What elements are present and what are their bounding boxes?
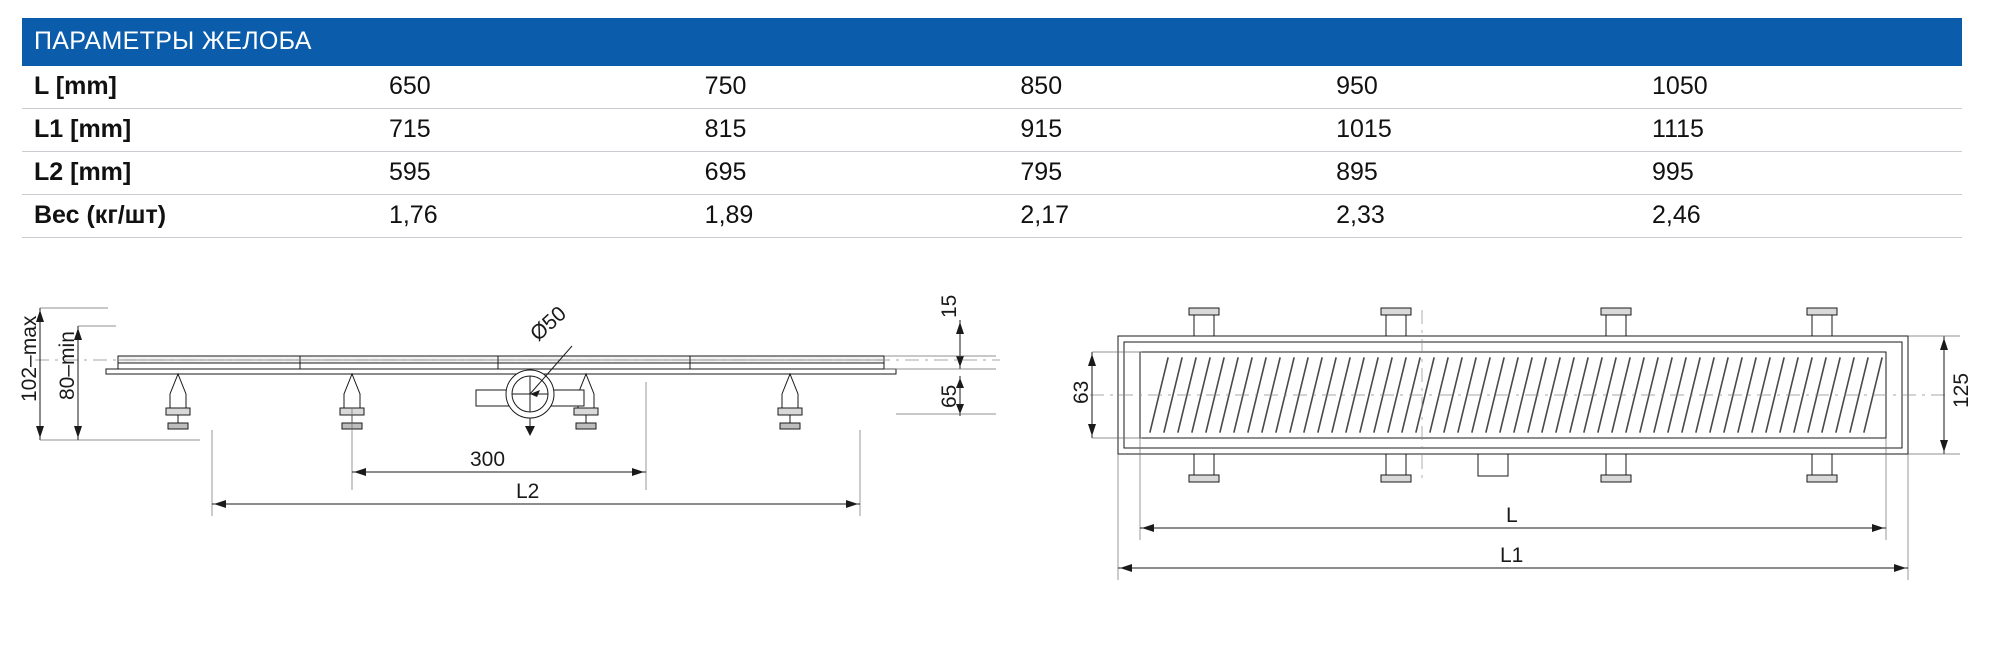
side-elevation-drawing (0, 290, 1020, 665)
svg-text:Ø50: Ø50 (525, 302, 571, 346)
cell-l-5: 1050 (1646, 66, 1962, 109)
svg-text:15: 15 (938, 294, 961, 318)
technical-drawings (0, 290, 2000, 665)
cell-l2-4: 895 (1330, 152, 1646, 195)
svg-text:102–max: 102–max (18, 315, 41, 402)
row-label-l: L [mm] (22, 66, 383, 109)
cell-weight-1: 1,76 (383, 195, 699, 238)
svg-text:L2: L2 (516, 480, 540, 503)
cell-l1-3: 915 (1014, 109, 1330, 152)
table-row (22, 152, 1962, 195)
svg-text:63: 63 (1070, 380, 1093, 404)
cell-weight-4: 2,33 (1330, 195, 1646, 238)
top-plan-drawing (1070, 290, 2000, 665)
svg-text:80–min: 80–min (56, 331, 79, 400)
table-row (22, 195, 1962, 238)
cell-l1-1: 715 (383, 109, 699, 152)
svg-text:300: 300 (470, 448, 506, 471)
row-label-weight: Вес (кг/шт) (22, 195, 383, 238)
cell-l1-4: 1015 (1330, 109, 1646, 152)
svg-text:125: 125 (1950, 372, 1973, 408)
cell-l2-1: 595 (383, 152, 699, 195)
cell-l-2: 750 (699, 66, 1015, 109)
cell-weight-3: 2,17 (1014, 195, 1330, 238)
cell-l2-2: 695 (699, 152, 1015, 195)
cell-weight-2: 1,89 (699, 195, 1015, 238)
svg-text:L: L (1506, 504, 1518, 527)
cell-weight-5: 2,46 (1646, 195, 1962, 238)
table-row (22, 66, 1962, 109)
table-header-row (22, 18, 1962, 66)
cell-l2-3: 795 (1014, 152, 1330, 195)
row-label-l2: L2 [mm] (22, 152, 383, 195)
table-title: ПАРАМЕТРЫ ЖЕЛОБА (22, 18, 1962, 66)
channel-parameters-table (22, 18, 1962, 238)
cell-l-3: 850 (1014, 66, 1330, 109)
cell-l2-5: 995 (1646, 152, 1962, 195)
cell-l-4: 950 (1330, 66, 1646, 109)
row-label-l1: L1 [mm] (22, 109, 383, 152)
cell-l-1: 650 (383, 66, 699, 109)
cell-l1-5: 1115 (1646, 109, 1962, 152)
table-row (22, 109, 1962, 152)
svg-text:L1: L1 (1500, 544, 1524, 567)
svg-text:65: 65 (938, 384, 961, 408)
cell-l1-2: 815 (699, 109, 1015, 152)
